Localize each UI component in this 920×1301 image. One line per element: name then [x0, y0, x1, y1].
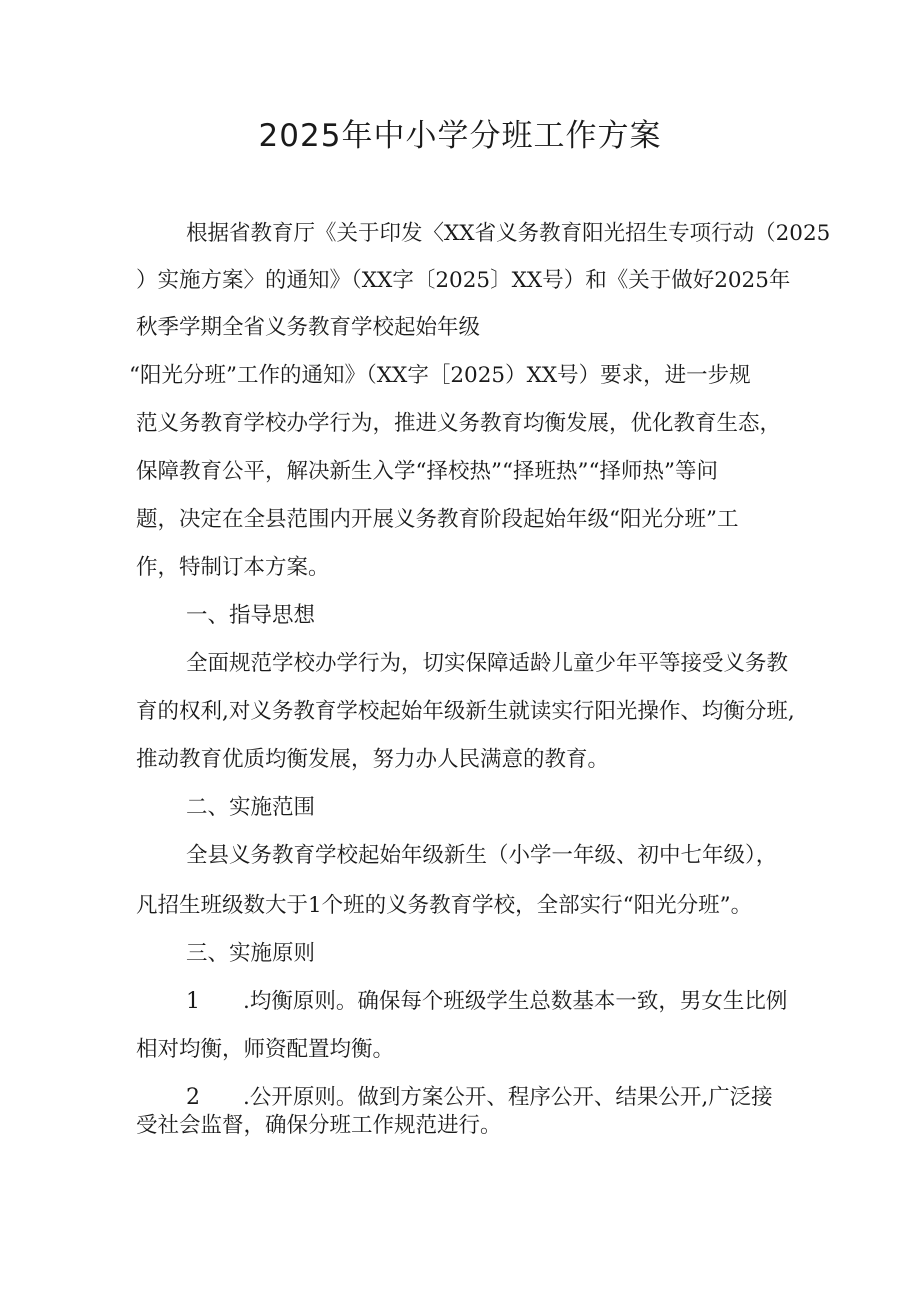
section2-line-2: 凡招生班级数大于1个班的义务教育学校，全部实行“阳光分班”。 — [136, 893, 753, 918]
principle-1-line-1: .均衡原则。确保每个班级学生总数基本一致，男女生比例 — [243, 989, 788, 1014]
section2-line-1: 全县义务教育学校起始年级新生（小学一年级、初中七年级）， — [186, 843, 778, 868]
document-title: 2025年中小学分班工作方案 — [258, 118, 662, 154]
intro-line-5: 范义务教育学校办学行为，推进义务教育均衡发展，优化教育生态， — [136, 411, 782, 436]
intro-line-7: 题，决定在全县范围内开展义务教育阶段起始年级“阳光分班”工 — [136, 507, 739, 532]
intro-line-3: 秋季学期全省义务教育学校起始年级 — [136, 315, 481, 340]
section-heading-guiding-ideology: 一、指导思想 — [186, 603, 316, 628]
section1-line-3: 推动教育优质均衡发展，努力办人民满意的教育。 — [136, 747, 610, 772]
intro-line-8: 作，特制订本方案。 — [136, 555, 330, 580]
intro-line-1: 根据省教育厅《关于印发〈XX省义务教育阳光招生专项行动（2025 — [186, 221, 831, 246]
intro-line-2: ）实施方案〉的通知》（XX字〔2025〕XX号）和《关于做好2025年 — [136, 268, 791, 293]
section1-line-1: 全面规范学校办学行为，切实保障适龄儿童少年平等接受义务教 — [186, 651, 789, 676]
principle-2-line-1: .公开原则。做到方案公开、程序公开、结果公开,广泛接 — [243, 1085, 773, 1110]
principle-number-1: 1 — [186, 989, 200, 1014]
principle-2-line-2: 受社会监督，确保分班工作规范进行。 — [136, 1113, 502, 1138]
intro-line-4: “阳光分班”工作的通知》（XX字［2025）XX号）要求，进一步规 — [129, 363, 751, 388]
section-heading-principles: 三、实施原则 — [186, 941, 316, 966]
intro-line-6: 保障教育公平，解决新生入学“择校热”“择班热”“择师热”等问 — [136, 459, 718, 484]
principle-1-line-2: 相对均衡，师资配置均衡。 — [136, 1037, 395, 1062]
section-heading-scope: 二、实施范围 — [186, 795, 316, 820]
principle-number-2: 2 — [186, 1085, 200, 1110]
section1-line-2: 育的权利,对义务教育学校起始年级新生就读实行阳光操作、均衡分班, — [136, 699, 795, 724]
